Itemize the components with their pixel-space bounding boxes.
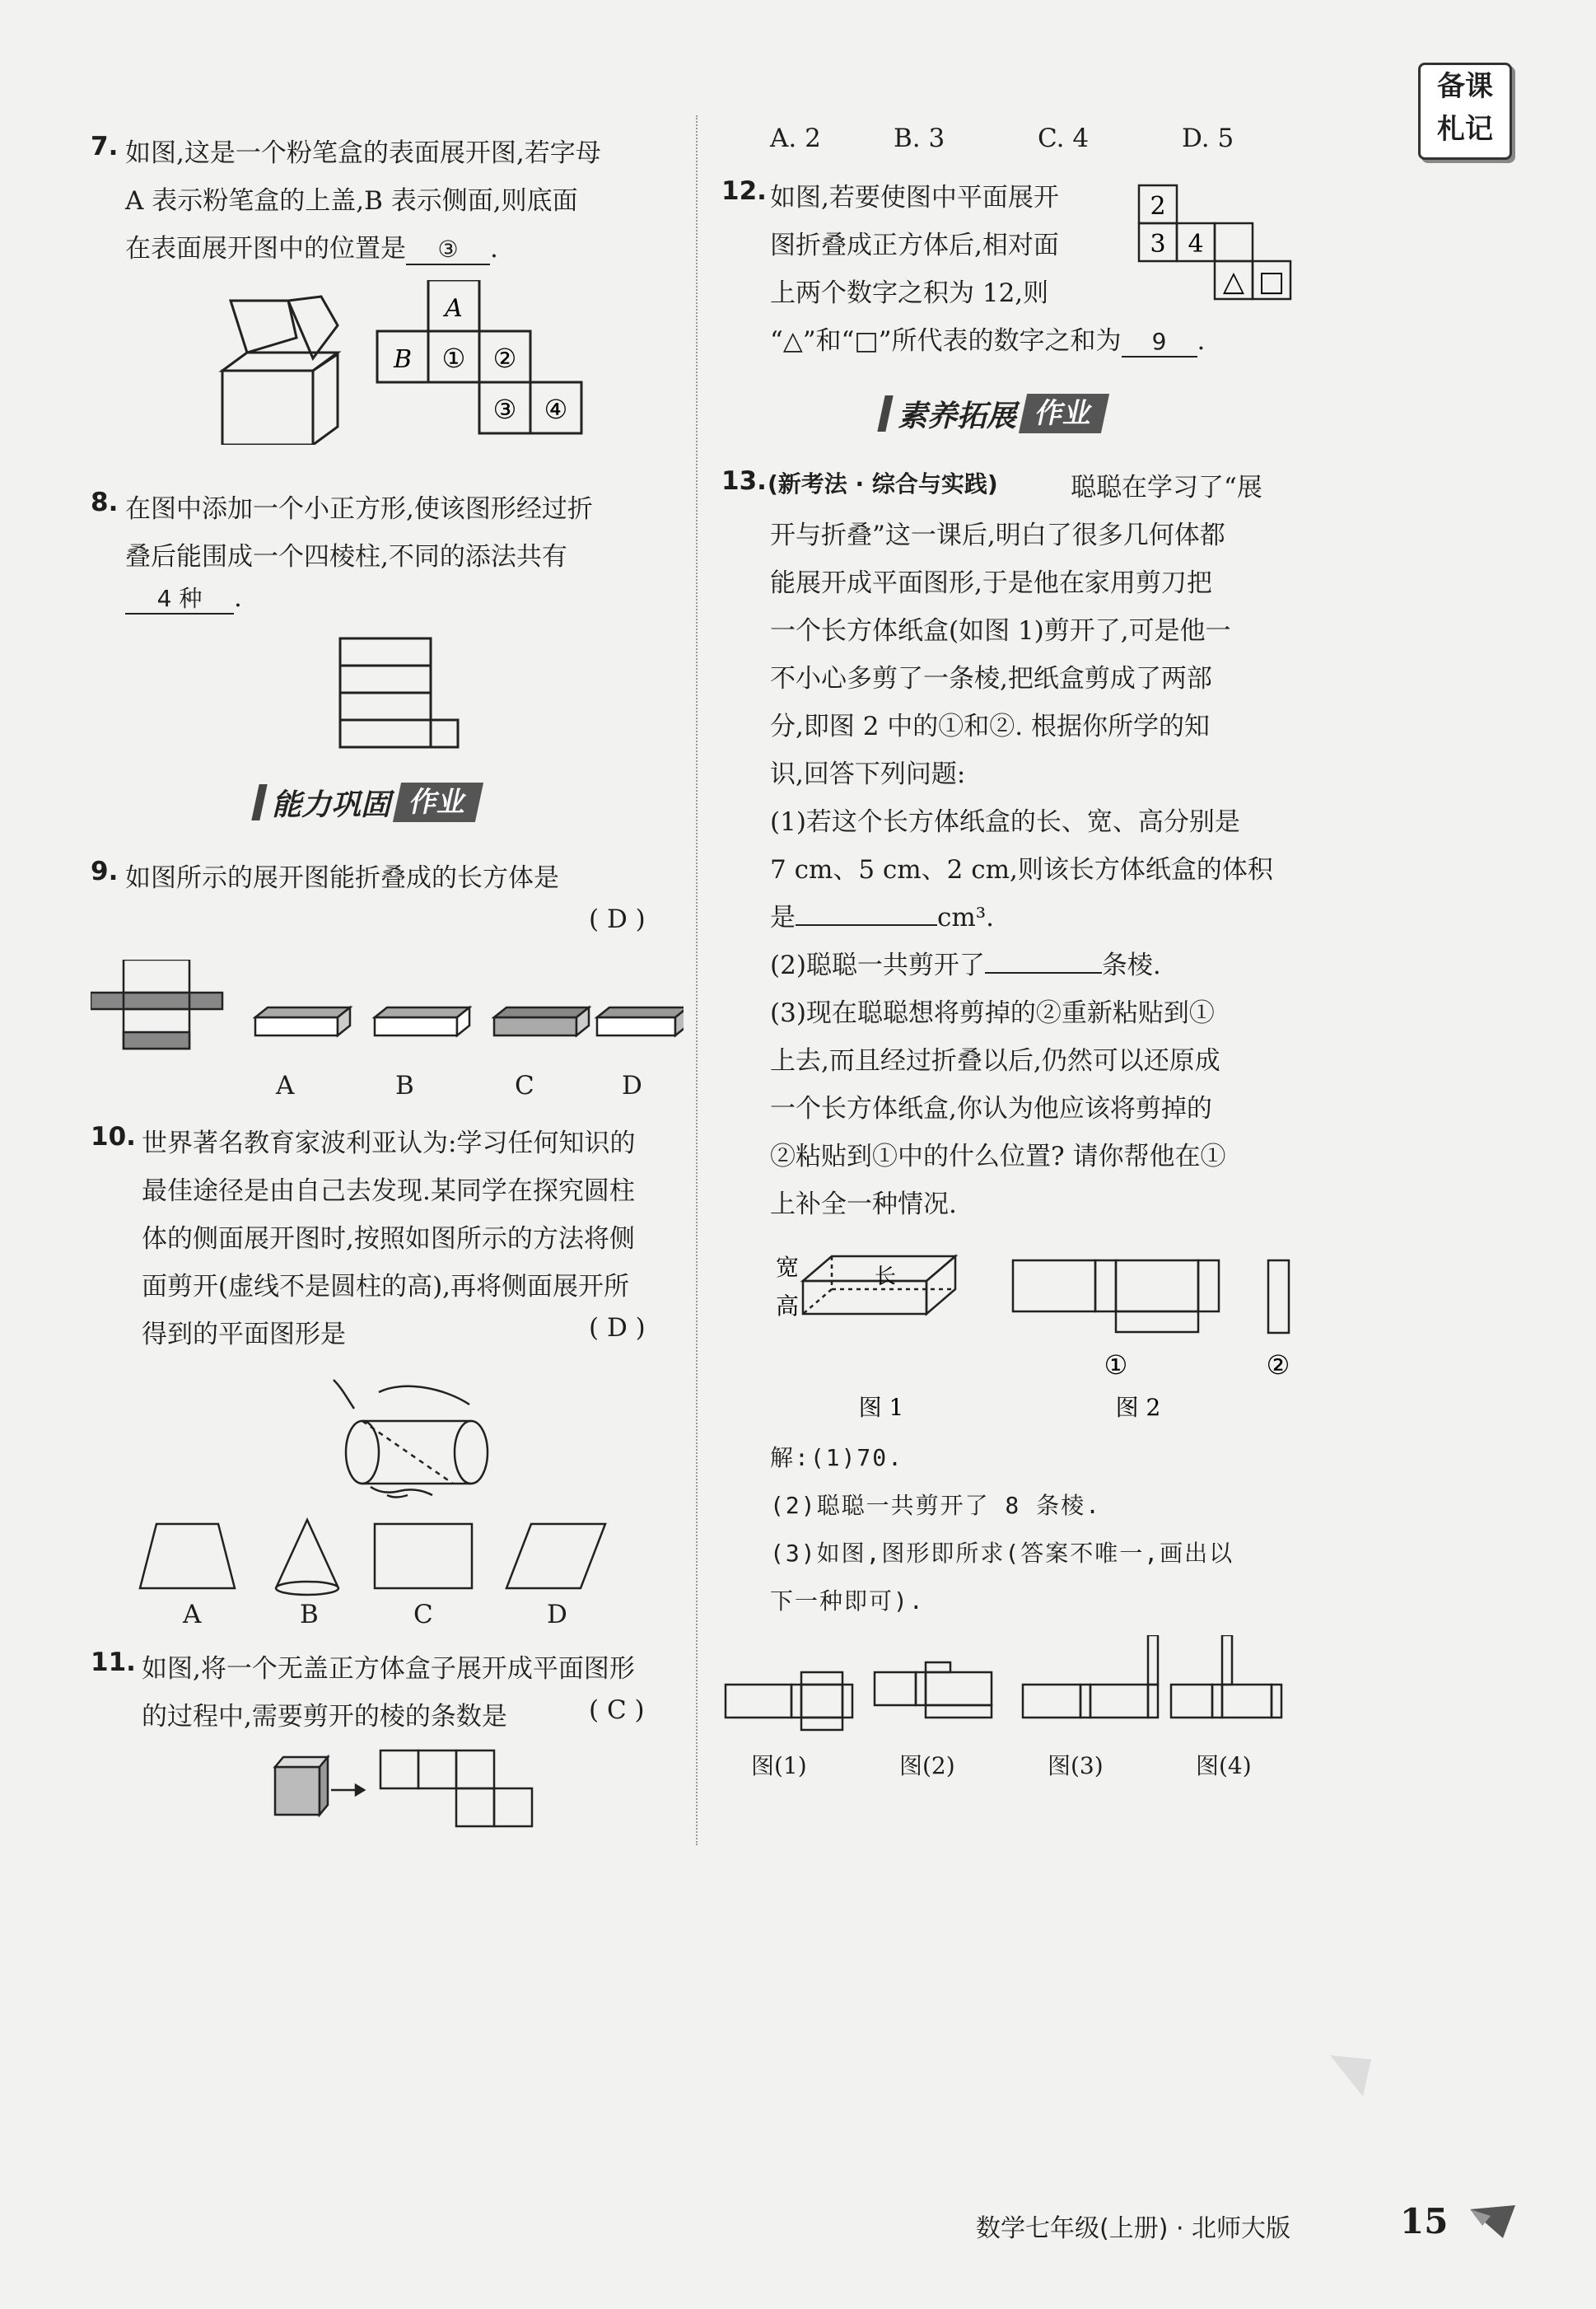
q10-option-a: A	[183, 1600, 202, 1629]
q13-solution-fig3-caption: 图(3)	[1048, 1752, 1104, 1779]
q13-part3-line5: 上补全一种情况.	[770, 1190, 957, 1219]
q13-solution-fig4-caption: 图(4)	[1196, 1752, 1252, 1779]
q12-line1: 如图,若要使图中平面展开	[770, 183, 1059, 213]
q13-solution-2: (2)聪聪一共剪开了 8 条棱.	[770, 1492, 1102, 1519]
q7-line3	[125, 227, 498, 265]
q8-answer: 4 种	[125, 585, 234, 615]
q13-part2-blank	[985, 972, 1102, 974]
q13-fig1-label-height: 高	[775, 1292, 799, 1320]
q9-line1: 如图所示的展开图能折叠成的长方体是	[125, 863, 559, 893]
q12-cell-triangle: △	[1222, 265, 1245, 298]
q11-answer: ( C )	[589, 1695, 645, 1725]
q10-option-d: D	[547, 1600, 567, 1629]
q13-solution-4: 下一种即可).	[770, 1587, 925, 1615]
page-number: 15	[1400, 2201, 1449, 2241]
q7-label-c3: ③	[492, 394, 517, 425]
section-extension-title: 素养拓展	[898, 399, 1017, 433]
q8-number: 8.	[91, 488, 119, 517]
q10-option-b: B	[300, 1600, 319, 1629]
notes-badge	[1418, 63, 1512, 160]
q13-line2: 开与折叠”这一课后,明白了很多几何体都	[770, 521, 1225, 550]
q10-options-figure	[136, 1516, 614, 1598]
q11-option-b: B. 3	[894, 124, 945, 153]
q10-option-c: C	[413, 1600, 433, 1629]
q10-line3: 体的侧面展开图时,按照如图所示的方法将侧	[142, 1224, 635, 1254]
q7-number: 7.	[91, 132, 119, 161]
q7-answer: ③	[406, 236, 490, 265]
q11-option-a: A. 2	[770, 124, 821, 153]
q7-label-b: B	[393, 345, 413, 374]
q10-line1: 世界著名教育家波利亚认为:学习任何知识的	[142, 1129, 636, 1158]
q9-option-c: C	[515, 1071, 534, 1101]
section-extension-bar	[877, 395, 893, 432]
q12-tail: .	[1197, 326, 1206, 356]
badge-line2: 札记	[1437, 113, 1493, 146]
q9-figure	[91, 960, 684, 1059]
q12-line4	[770, 320, 1205, 358]
section-ability-bar	[251, 784, 267, 820]
q12-cell-square: □	[1258, 265, 1286, 298]
q13-fig1-caption: 图 1	[858, 1394, 904, 1421]
q13-part1-blank	[796, 924, 937, 926]
q13-part3-line4: ②粘贴到①中的什么位置? 请你帮他在①	[770, 1142, 1226, 1171]
q12-cell-4: 4	[1188, 230, 1204, 259]
q7-line1: 如图,这是一个粉笔盒的表面展开图,若字母	[125, 138, 601, 168]
q11-number: 11.	[91, 1648, 136, 1677]
section-extension-tag: 作业	[1019, 394, 1109, 433]
q13-line5: 不小心多剪了一条棱,把纸盒剪成了两部	[770, 664, 1212, 694]
q13-solution-figures	[721, 1635, 1314, 1750]
q13-part1-prefix: 是	[770, 903, 796, 932]
q12-line4-text: “△”和“□”所代表的数字之和为	[770, 326, 1122, 356]
q7-label-a: A	[445, 294, 463, 323]
q13-fig2-label-2: ②	[1266, 1349, 1290, 1381]
q12-line2: 图折叠成正方体后,相对面	[770, 231, 1059, 260]
q13-line3: 能展开成平面图形,于是他在家用剪刀把	[770, 568, 1212, 598]
q13-part3-line1: (3)现在聪聪想将剪掉的②重新粘贴到①	[770, 998, 1215, 1028]
q13-part2-prefix: (2)聪聪一共剪开了	[770, 951, 985, 980]
q13-part1-line1: (1)若这个长方体纸盒的长、宽、高分别是	[770, 807, 1240, 837]
q12-line3: 上两个数字之积为 12,则	[770, 278, 1049, 308]
q8-figure	[338, 636, 469, 751]
footer-book-title: 数学七年级(上册) · 北师大版	[976, 2214, 1291, 2243]
q11-line2: 的过程中,需要剪开的棱的条数是	[142, 1702, 507, 1732]
q13-part3-line3: 一个长方体纸盒,你认为他应该将剪掉的	[770, 1094, 1212, 1124]
section-ability-header	[255, 781, 479, 824]
page-corner-decoration	[1326, 2051, 1375, 2101]
q7-line3-text: 在表面展开图中的位置是	[125, 234, 406, 264]
q12-number: 12.	[721, 176, 767, 206]
q9-option-d: D	[622, 1071, 642, 1101]
q13-lead: (新考法 · 综合与实践)	[768, 470, 998, 498]
section-ability-tag: 作业	[393, 783, 483, 822]
q7-tail: .	[490, 234, 498, 264]
q9-number: 9.	[91, 857, 119, 886]
badge-line1: 备课	[1437, 70, 1493, 103]
q13-line6: 分,即图 2 中的①和②. 根据你所学的知	[770, 712, 1210, 741]
q13-solution-1: 解:(1)70.	[770, 1444, 904, 1471]
q11-option-d: D. 5	[1182, 124, 1234, 153]
q12-cell-3: 3	[1150, 230, 1166, 259]
q13-fig2-caption: 图 2	[1115, 1394, 1161, 1421]
q13-part2-suffix: 条棱.	[1101, 951, 1161, 980]
column-divider	[696, 115, 698, 1845]
q9-option-a: A	[276, 1071, 295, 1101]
q7-line2: A 表示粉笔盒的上盖,B 表示侧面,则底面	[125, 186, 578, 216]
q7-figure	[214, 280, 585, 445]
q11-figure	[272, 1742, 544, 1833]
q13-line1: 聪聪在学习了“展	[1071, 473, 1262, 502]
q11-line1: 如图,将一个无盖正方体盒子展开成平面图形	[142, 1654, 635, 1684]
q13-figures	[766, 1236, 1309, 1433]
q10-number: 10.	[91, 1122, 136, 1152]
q13-line4: 一个长方体纸盒(如图 1)剪开了,可是他一	[770, 616, 1231, 646]
q13-fig2-label-1: ①	[1104, 1349, 1128, 1381]
q13-fig1-label-width: 宽	[775, 1254, 799, 1281]
q10-cylinder-figure	[321, 1372, 494, 1503]
q13-solution-fig1-caption: 图(1)	[751, 1752, 807, 1779]
q13-part3-line2: 上去,而且经过折叠以后,仍然可以还原成	[770, 1046, 1220, 1076]
q12-answer: 9	[1122, 328, 1197, 358]
q13-part2-line	[770, 944, 1161, 981]
q8-line2: 叠后能围成一个四棱柱,不同的添法共有	[125, 542, 567, 572]
q8-line3	[125, 583, 242, 615]
q13-part1-unit: cm³.	[937, 903, 995, 932]
q10-line5: 得到的平面图形是	[142, 1320, 346, 1349]
q7-label-c4: ④	[544, 394, 568, 425]
q13-number: 13.	[721, 466, 767, 496]
q8-line1: 在图中添加一个小正方形,使该图形经过折	[125, 494, 593, 524]
q10-line2: 最佳途径是由自己去发现.某同学在探究圆柱	[142, 1176, 635, 1206]
q9-answer: ( D )	[589, 904, 646, 934]
q13-part1-line2: 7 cm、5 cm、2 cm,则该长方体纸盒的体积	[770, 855, 1273, 885]
q10-line4: 面剪开(虚线不是圆柱的高),再将侧面展开所	[142, 1272, 630, 1302]
q13-solution-fig2-caption: 图(2)	[899, 1752, 955, 1779]
q13-solution-3: (3)如图,图形即所求(答案不唯一,画出以	[770, 1540, 1234, 1567]
q10-answer: ( D )	[589, 1313, 646, 1343]
section-ability-title: 能力巩固	[272, 788, 391, 822]
q11-option-c: C. 4	[1038, 124, 1090, 153]
q12-cell-2: 2	[1150, 192, 1166, 221]
q7-label-c1: ①	[441, 343, 466, 374]
q9-option-b: B	[395, 1071, 414, 1101]
q8-tail: .	[234, 583, 242, 613]
footer-arrow-icon	[1466, 2201, 1524, 2242]
q7-label-c2: ②	[492, 343, 517, 374]
q13-fig1-label-length: 长	[874, 1264, 897, 1289]
section-extension-header	[881, 392, 1105, 435]
q12-net-figure	[1136, 183, 1301, 306]
q13-part1-line3	[770, 896, 994, 933]
q13-line7: 识,回答下列问题:	[770, 760, 966, 789]
